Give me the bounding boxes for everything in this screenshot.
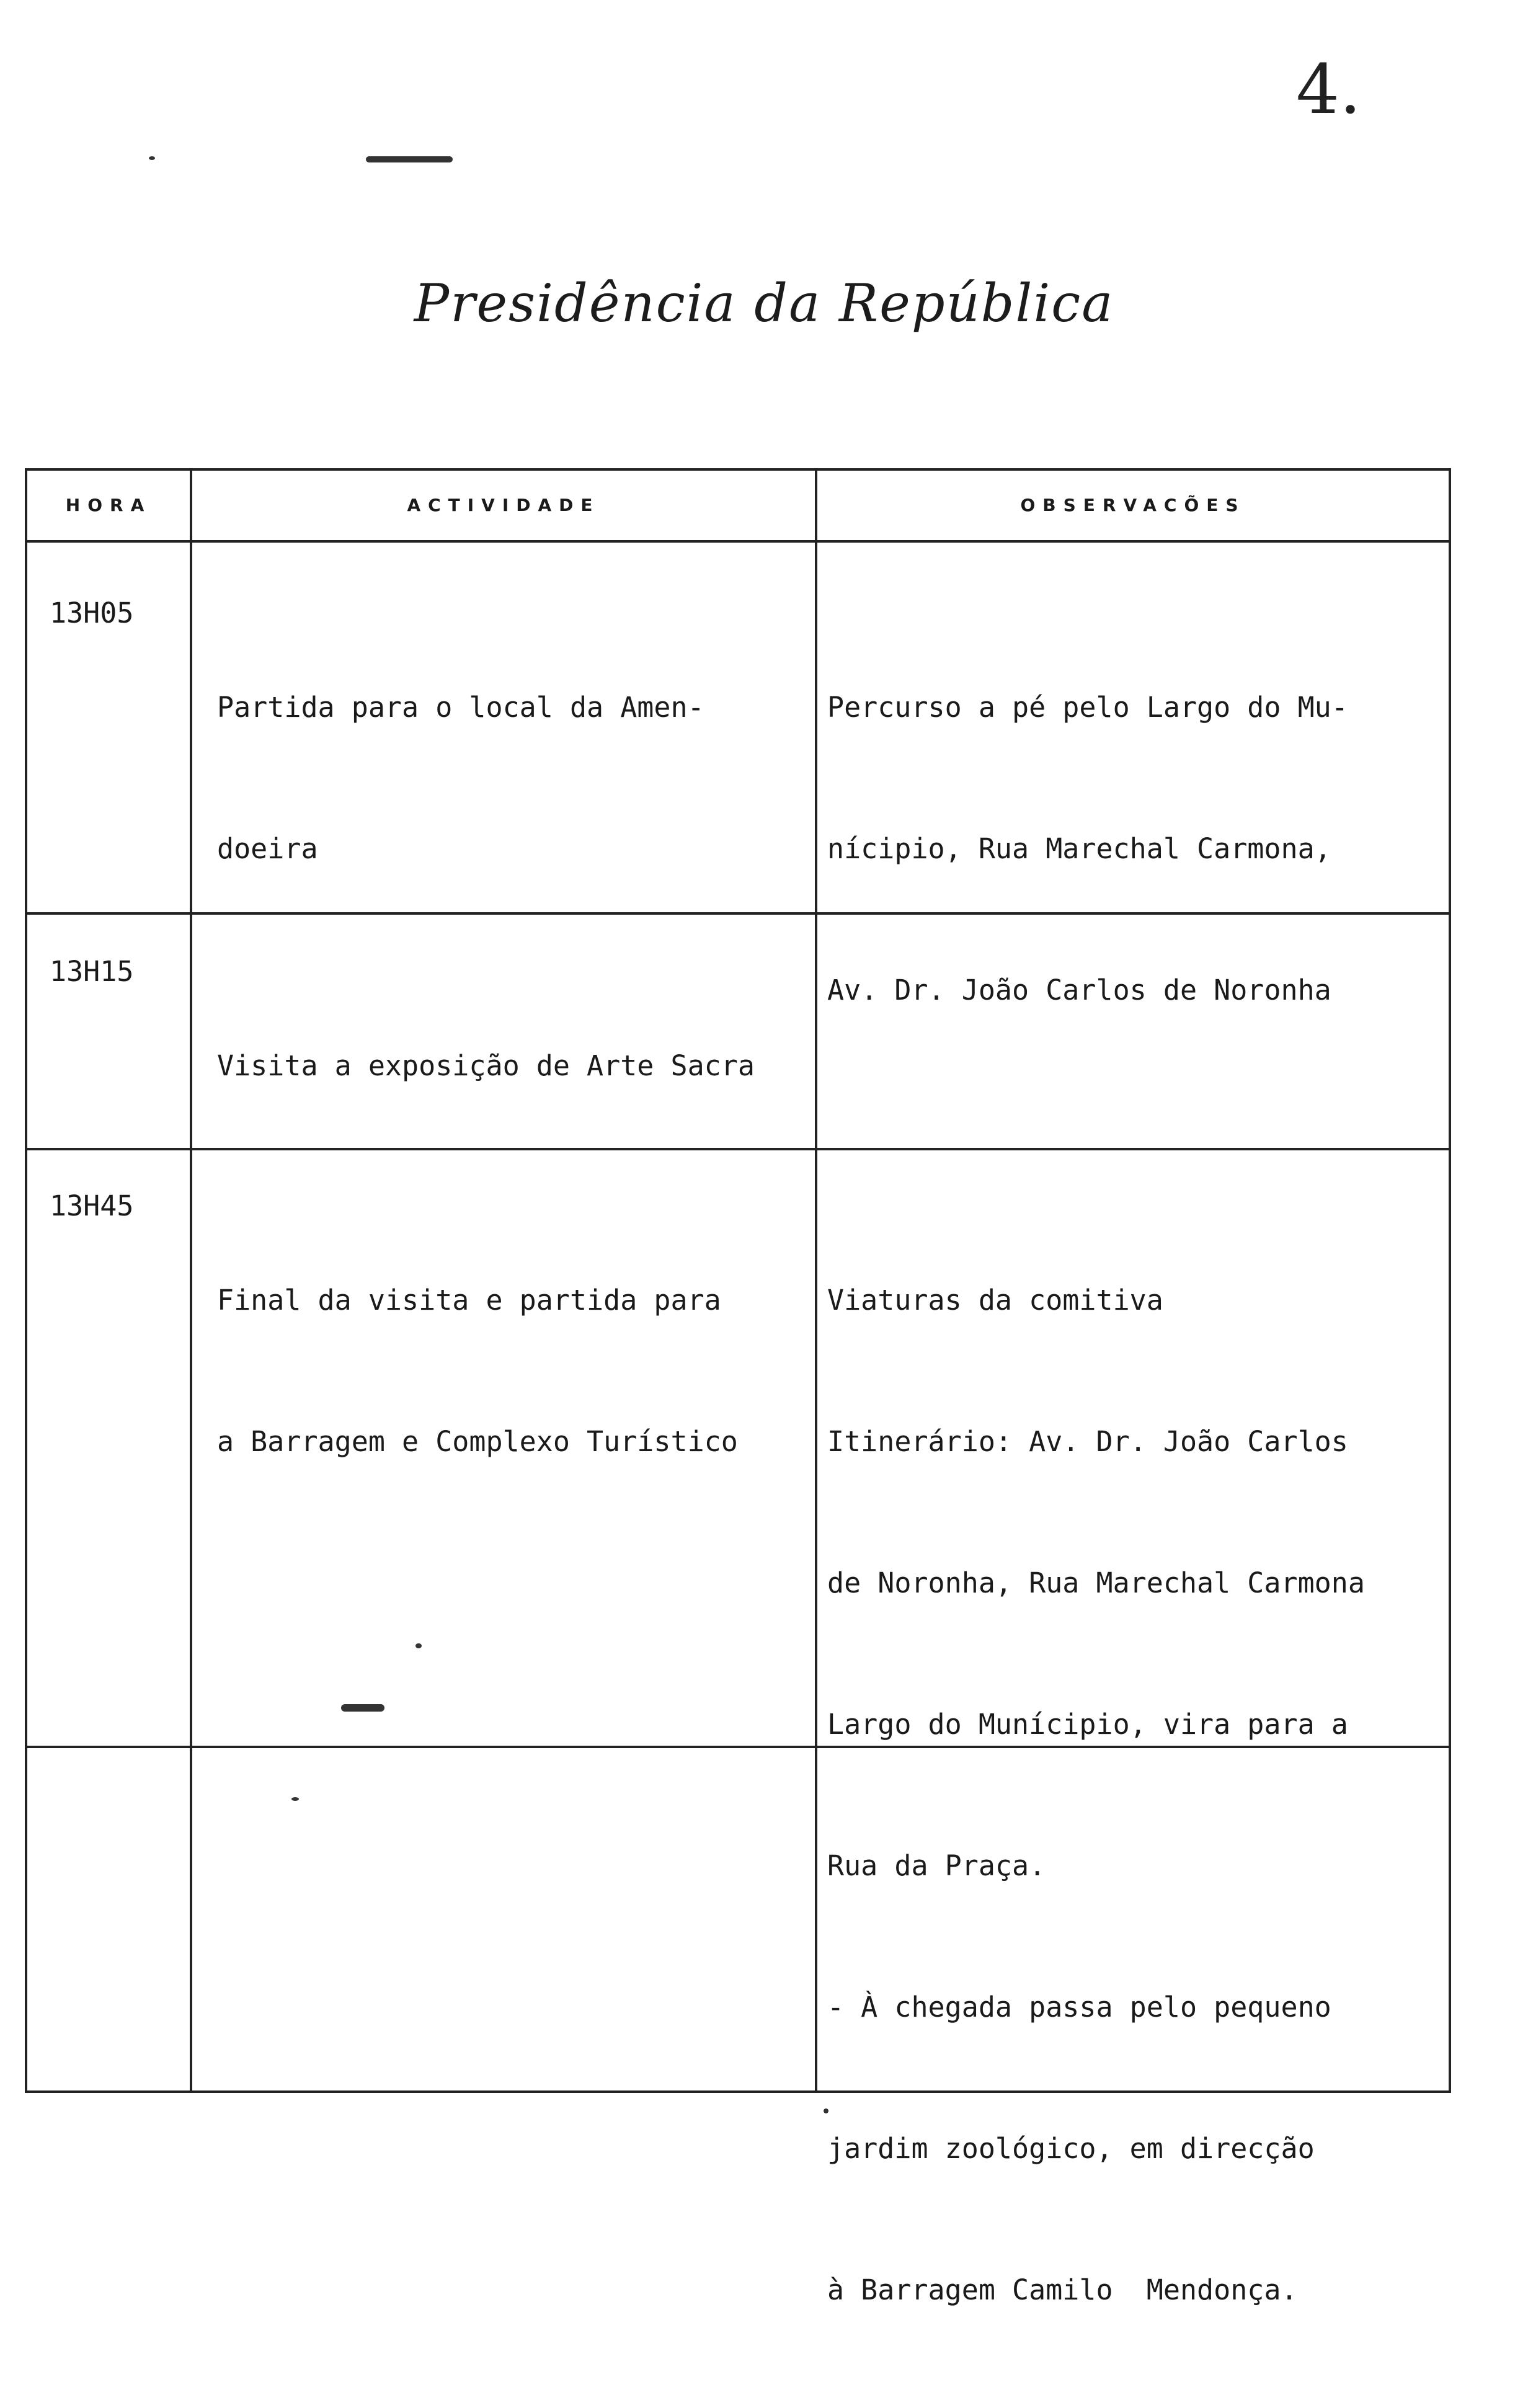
row-3-observacoes bbox=[827, 1183, 1365, 2408]
text-line: jardim zoológico, em direcção bbox=[827, 2132, 1315, 2165]
column-divider bbox=[815, 471, 817, 2090]
text-line: doeira bbox=[217, 832, 318, 865]
text-line: - À chegada passa pelo pequeno bbox=[827, 1991, 1331, 2024]
scan-mark bbox=[341, 1704, 384, 1712]
scan-mark bbox=[291, 1797, 299, 1801]
row-3-actividade bbox=[217, 1183, 738, 1560]
text-line: Itinerário: Av. Dr. João Carlos bbox=[827, 1425, 1348, 1458]
header-observacoes: OBSERVACÕES bbox=[1020, 494, 1246, 515]
scan-mark bbox=[824, 2108, 828, 2113]
text-line: Rua da Praça. bbox=[827, 1849, 1046, 1882]
row-1-actividade bbox=[217, 590, 704, 967]
header-actividade: ACTIVIDADE bbox=[407, 494, 600, 515]
scan-mark bbox=[366, 156, 453, 162]
letterhead-title: Presidência da República bbox=[414, 273, 1114, 334]
schedule-table bbox=[25, 468, 1451, 2306]
column-divider bbox=[190, 471, 192, 2090]
text-line: de Noronha, Rua Marechal Carmona bbox=[827, 1566, 1365, 1599]
text-line: Av. Dr. João Carlos de Noronha bbox=[827, 974, 1331, 1006]
scan-mark bbox=[415, 1643, 422, 1648]
row-2-hora: 13H15 bbox=[50, 955, 134, 988]
scan-mark bbox=[149, 156, 155, 160]
text-line: Viaturas da comitiva bbox=[827, 1284, 1163, 1317]
text-line: Final da visita e partida para bbox=[217, 1284, 721, 1317]
row-3-hora: 13H45 bbox=[50, 1189, 134, 1222]
text-line: Percurso a pé pelo Largo do Mu- bbox=[827, 691, 1348, 724]
text-line: Visita a exposição de Arte Sacra bbox=[217, 1049, 755, 1082]
header-hora: HORA bbox=[65, 494, 152, 515]
header-divider bbox=[27, 540, 1449, 543]
text-line: nícipio, Rua Marechal Carmona, bbox=[827, 832, 1331, 865]
row-1-observacoes bbox=[827, 590, 1348, 1108]
text-line: Partida para o local da Amen- bbox=[217, 691, 704, 724]
text-line: à Barragem Camilo Mendonça. bbox=[827, 2273, 1298, 2306]
row-2-actividade bbox=[217, 948, 755, 1184]
row-1-hora: 13H05 bbox=[50, 597, 134, 629]
text-line: Largo do Munícipio, vira para a bbox=[827, 1708, 1348, 1741]
page-number: 4. bbox=[1296, 50, 1361, 129]
text-line: a Barragem e Complexo Turístico bbox=[217, 1425, 738, 1458]
